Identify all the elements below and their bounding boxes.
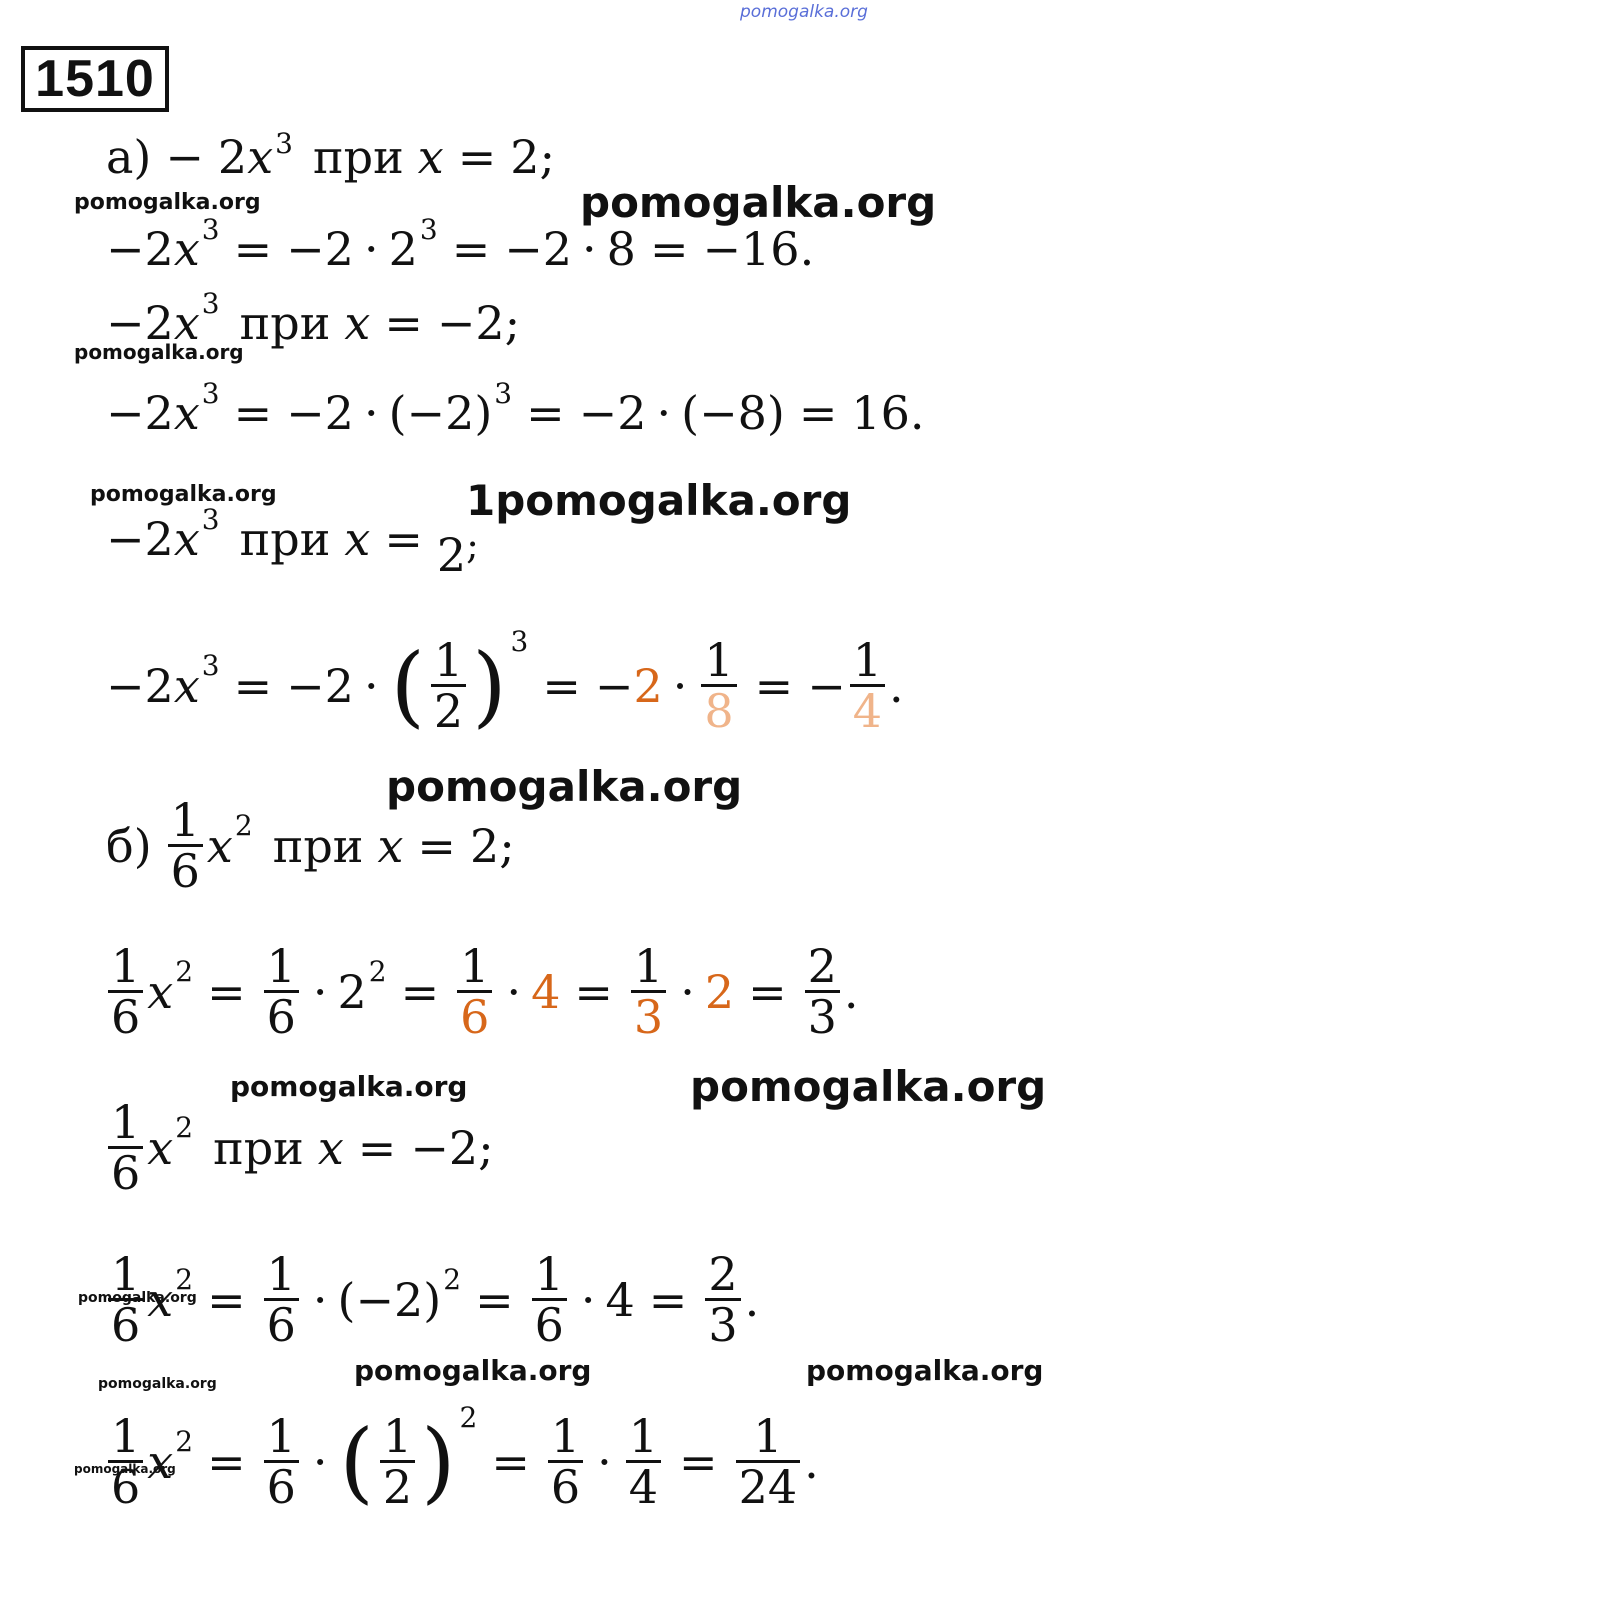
line-a-calc-3: −2 x 3 = −2 · ( $\frac{1}{2}$ ) 3 = − 2 · $\frac{1}{8}$ = − $\frac{1}{4}$ . xyxy=(106,625,904,739)
semicolon: ; xyxy=(539,130,556,184)
watermark-small: pomogalka.org xyxy=(78,1290,197,1306)
fraction: $\frac{1}{4}$ xyxy=(626,1412,661,1512)
watermark: pomogalka.org xyxy=(354,1354,592,1387)
line-b-calc-3: $\frac{1}{6}$ x 2 = $\frac{1}{6}$ · ( $\frac{1}{2}$ ) 2 = $\frac{1}{6}$ · $\frac{1}{4}$ = $\frac{1}{24}$ . xyxy=(104,1412,819,1512)
fraction: $\frac{2}{3}$ xyxy=(805,942,840,1042)
watermark-large: 1pomogalka.org xyxy=(466,476,852,525)
fraction: $\frac{2}{3}$ xyxy=(705,1250,740,1350)
watermark: pomogalka.org xyxy=(74,340,244,364)
watermark-large: pomogalka.org xyxy=(690,1062,1047,1111)
fraction: $\frac{1}{6}$ xyxy=(108,1412,143,1512)
denominator: 2 xyxy=(436,528,467,582)
line-a-condition-1 xyxy=(106,127,556,184)
fraction: $\frac{1}{6}$ xyxy=(108,942,143,1042)
fraction: $\frac{1}{2}$ xyxy=(380,1412,415,1512)
fraction: $\frac{1}{2}$ xyxy=(431,636,466,736)
fraction: $\frac{1}{6}$ xyxy=(548,1412,583,1512)
word-pri: при xyxy=(312,130,404,184)
minus: − xyxy=(165,130,204,184)
watermark: pomogalka.org xyxy=(90,482,277,507)
top-watermark: pomogalka.org xyxy=(740,2,868,22)
line-b-condition-2: $\frac{1}{6}$ x 2 при x = −2 ; xyxy=(104,1098,494,1198)
value: 2 xyxy=(510,130,540,184)
watermark-small: pomogalka.org xyxy=(74,1462,176,1476)
fraction: $\frac{1}{6}$ xyxy=(264,1412,299,1512)
term: $2x^3$ xyxy=(217,127,293,184)
fraction: $\frac{1}{6}$ xyxy=(108,1098,143,1198)
fraction: $\frac{1}{6}$ xyxy=(532,1250,567,1350)
fraction: $\frac{1}{6}$ xyxy=(168,796,203,896)
fraction: $\frac{1}{6}$ xyxy=(264,1250,299,1350)
watermark: pomogalka.org xyxy=(230,1070,468,1103)
fraction: $\frac{1}{6}$ xyxy=(264,942,299,1042)
equals: = xyxy=(457,130,497,184)
label-b: б) xyxy=(106,818,152,873)
line-b-calc-2: $\frac{1}{6}$ x 2 = $\frac{1}{6}$ · ( −2 ) 2 = $\frac{1}{6}$ · 4 = $\frac{2}{3}$ . xyxy=(104,1250,759,1350)
line-a-condition-2: −2 x 3 при x = −2 ; xyxy=(106,286,521,350)
watermark-large: pomogalka.org xyxy=(580,178,937,227)
line-b-calc-1: $\frac{1}{6}$ x 2 = $\frac{1}{6}$ · 2 2 = $\frac{1}{6}$ · 4 = $\frac{1}{3}$ · 2 = $\frac{2}{3}$ . xyxy=(104,942,859,1042)
fraction: $\frac{1}{3}$ xyxy=(631,942,666,1042)
fraction: $\frac{1}{24}$ xyxy=(736,1412,801,1512)
line-b-condition-1: б) $\frac{1}{6}$ x 2 при x = 2 ; xyxy=(106,793,515,899)
fraction: $\frac{1}{6}$ xyxy=(457,942,492,1042)
label-a: а) xyxy=(106,130,152,184)
problem-number: 1510 xyxy=(21,46,169,112)
line-a-calc-2: −2 x 3 = −2 · ( −2 ) 3 = −2 · ( −8 ) = 16 . xyxy=(106,376,925,440)
line-a-calc-1: −2 x 3 = −2 · 2 3 = −2 · 8 = −16 . xyxy=(106,212,815,276)
watermark-large: pomogalka.org xyxy=(386,762,743,811)
watermark: pomogalka.org xyxy=(806,1354,1044,1387)
watermark-small: pomogalka.org xyxy=(98,1376,217,1392)
watermark: pomogalka.org xyxy=(74,190,261,215)
fraction: $\frac{1}{6}$ xyxy=(108,1250,143,1350)
fraction: $\frac{1}{8}$ xyxy=(701,636,736,736)
line-a-condition-3: −2 x 3 при x = 2 ; xyxy=(106,502,479,582)
var-x: x xyxy=(417,130,444,184)
fraction: $\frac{1}{4}$ xyxy=(850,636,885,736)
